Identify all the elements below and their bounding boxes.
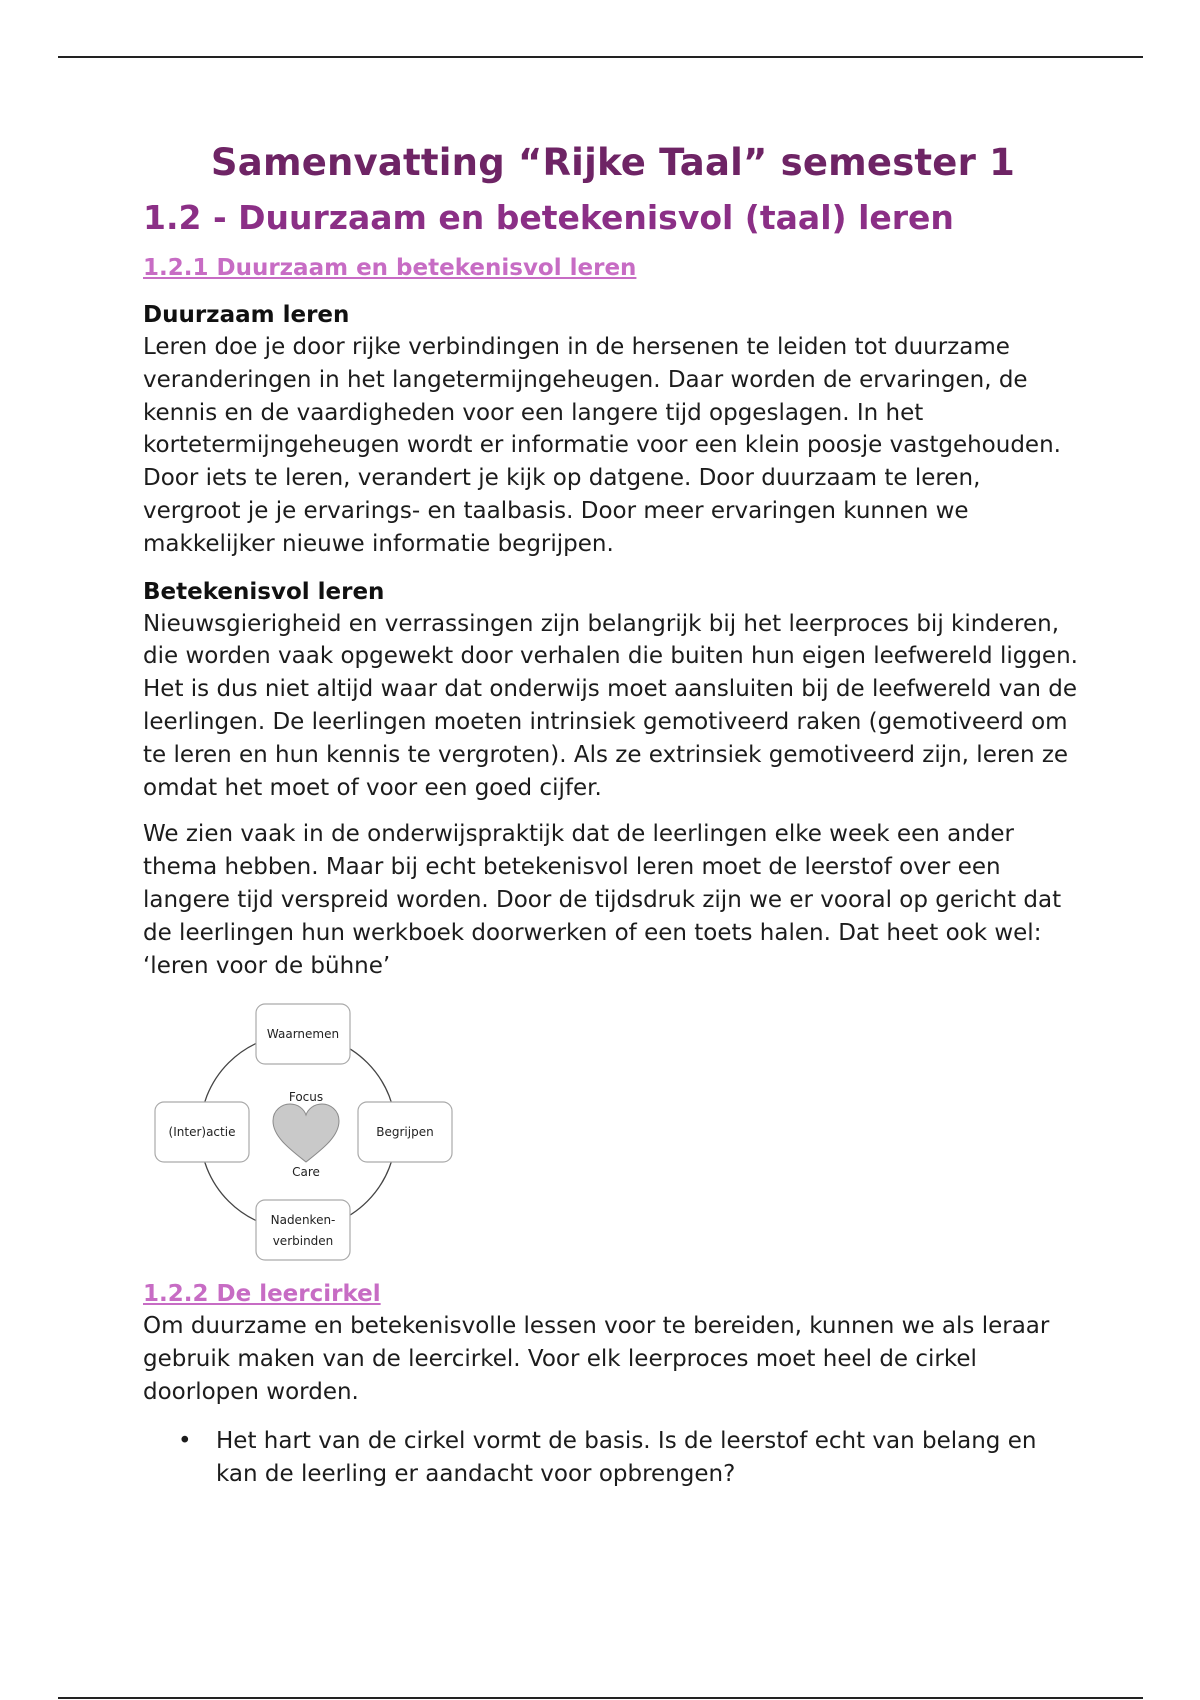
leercirkel-bullet-list [143, 1425, 1083, 1491]
section-heading: 1.2 - Duurzaam en betekenisvol (taal) leren [143, 198, 954, 237]
diagram-care-label: Care [292, 1165, 320, 1180]
header-rule [58, 56, 1143, 58]
bullet-icon: • [178, 1427, 192, 1454]
diagram-focus-label: Focus [288, 1090, 324, 1105]
list-item [143, 1425, 1083, 1491]
leercirkel-diagram [143, 998, 458, 1268]
onderwijspraktijk-paragraph: We zien vaak in de onderwijspraktijk dat de leerlingen elke week een ander thema hebben. Maar bij echt betekenisvol leren moet de leerstof over een langere tijd verspreid worden. Door de tijdsdruk zijn we er vooral op gericht dat de leerlingen hun werkboek doorwerken of een toets halen. Dat heet ook wel: ‘leren voor de bühne’ [143, 821, 1062, 979]
leercirkel-intro-paragraph: Om duurzame en betekenisvolle lessen voor te bereiden, kunnen we als leraar gebruik maken van de leercirkel. Voor elk leerproces moet heel de cirkel doorlopen worden. [143, 1313, 1050, 1405]
subsection-heading-1-2-1[interactable]: 1.2.1 Duurzaam en betekenisvol leren [143, 255, 637, 281]
diagram-node-bottom [256, 1200, 350, 1260]
svg-text:Begrijpen: Begrijpen [376, 1125, 434, 1140]
betekenisvol-leren-heading: Betekenisvol leren [143, 578, 385, 605]
list-item-text: Het hart van de cirkel vormt de basis. Is de leerstof echt van belang en kan de leerling er aandacht voor opbrengen? [216, 1427, 1037, 1487]
svg-text:Nadenken-: Nadenken- [270, 1213, 336, 1228]
diagram-node-left [155, 1102, 249, 1162]
diagram-node-right [358, 1102, 452, 1162]
subsection-heading-1-2-2[interactable]: 1.2.2 De leercirkel [143, 1281, 381, 1308]
footer-rule [58, 1697, 1143, 1699]
document-title: Samenvatting “Rijke Taal” semester 1 [210, 141, 1016, 184]
svg-text:(Inter)actie: (Inter)actie [168, 1125, 236, 1140]
svg-text:Waarnemen: Waarnemen [266, 1027, 340, 1042]
duurzaam-leren-heading: Duurzaam leren [143, 302, 350, 328]
betekenisvol-leren-paragraph: Nieuwsgierigheid en verrassingen zijn belangrijk bij het leerproces bij kinderen, die worden vaak opgewekt door verhalen die buiten hun eigen leefwereld liggen. Het is dus niet altijd waar dat onderwijs moet aansluiten bij de leefwereld van de leerlingen. De leerlingen moeten intrinsiek gemotiveerd raken (gemotiveerd om te leren en hun kennis te vergroten). Als ze extrinsiek gemotiveerd zijn, leren ze omdat het moet of voor een goed cijfer. [143, 610, 1078, 801]
svg-text:verbinden: verbinden [272, 1234, 334, 1249]
diagram-node-top [256, 1004, 350, 1064]
document-body [143, 138, 1083, 1490]
heart-icon [273, 1104, 339, 1162]
duurzaam-leren-paragraph: Leren doe je door rijke verbindingen in de hersenen te leiden tot duurzame veranderingen in het langetermijngeheugen. Daar worden de ervaringen, de kennis en de vaardigheden voor een langere tijd opgeslagen. In het kortetermijngeheugen wordt er informatie voor een klein poosje vastgehouden. Door iets te leren, verandert je kijk op datgene. Door duurzaam te leren, vergroot je je ervarings- en taalbasis. Door meer ervaringen kunnen we makkelijker nieuwe informatie begrijpen. [143, 334, 1061, 557]
